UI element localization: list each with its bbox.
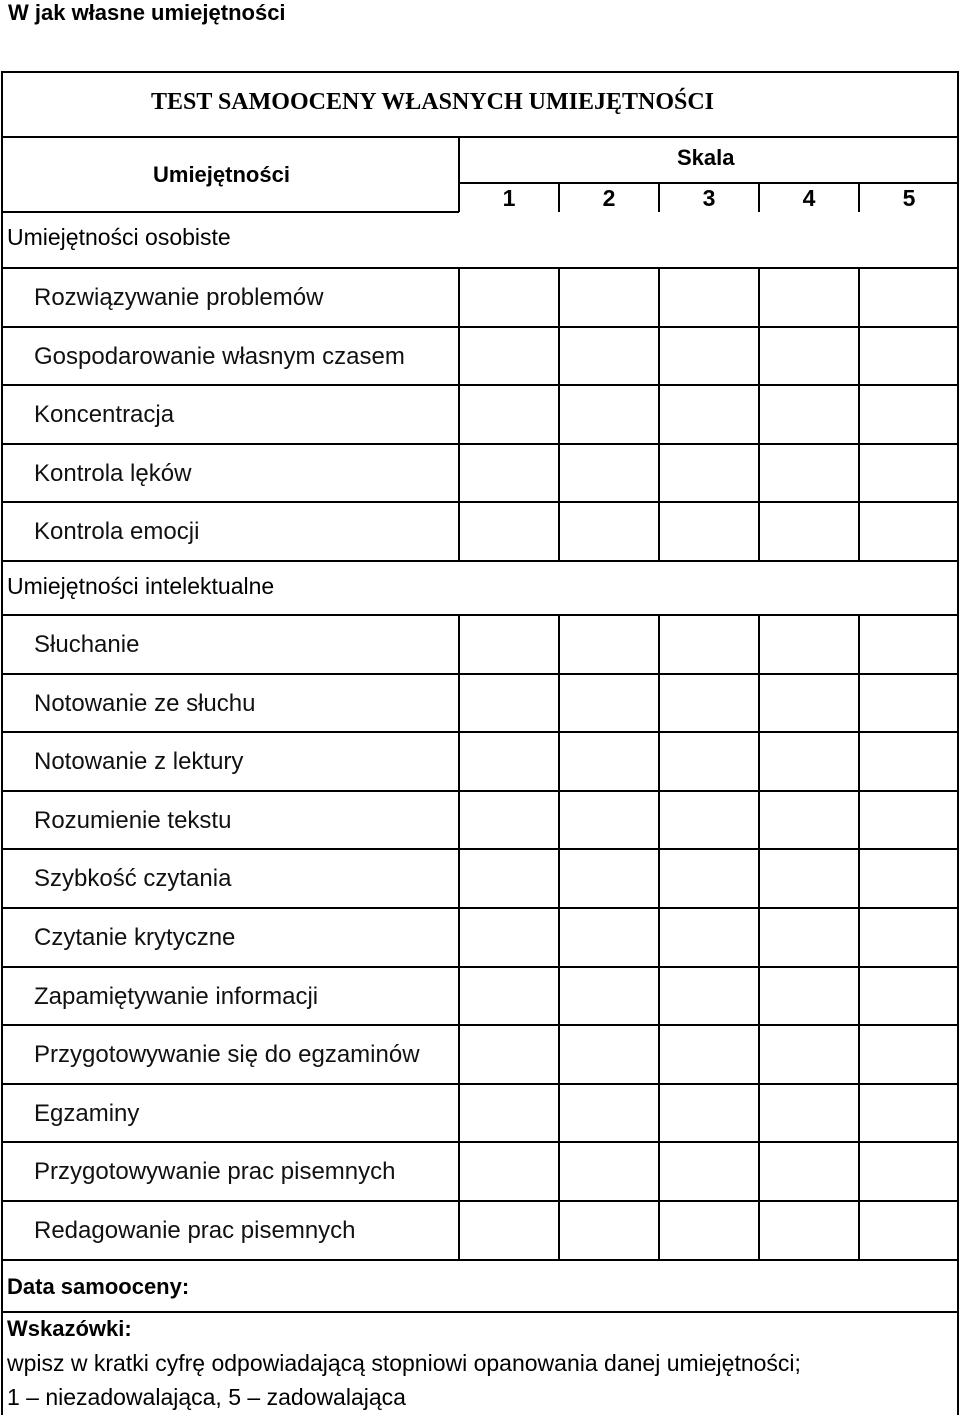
rating-column-divider — [858, 849, 860, 908]
skill-label: Szybkość czytania — [34, 865, 232, 893]
rating-cell-2[interactable] — [559, 268, 659, 327]
rating-column-divider — [658, 327, 660, 386]
rating-cell-3[interactable] — [659, 385, 759, 444]
rating-column-divider — [858, 268, 860, 327]
rating-cell-3[interactable] — [659, 444, 759, 503]
rating-cell-1[interactable] — [459, 791, 559, 850]
rating-column-divider — [758, 791, 760, 850]
rating-column-divider — [658, 268, 660, 327]
rating-cell-4[interactable] — [759, 908, 859, 967]
rating-column-divider — [758, 967, 760, 1026]
rating-column-divider — [458, 327, 460, 386]
rating-column-divider — [758, 444, 760, 503]
rating-cell-4[interactable] — [759, 1201, 859, 1260]
rating-column-divider — [658, 1142, 660, 1201]
page-heading: W jak własne umiejętności — [8, 0, 286, 25]
rating-column-divider — [658, 1025, 660, 1084]
skill-label: Rozumienie tekstu — [34, 806, 232, 834]
rating-cell-3[interactable] — [659, 1025, 759, 1084]
rating-cell-3[interactable] — [659, 849, 759, 908]
rating-cell-5[interactable] — [859, 908, 959, 967]
rating-cell-1[interactable] — [459, 444, 559, 503]
rating-cell-2[interactable] — [559, 732, 659, 791]
rating-cell-1[interactable] — [459, 1084, 559, 1143]
scale-value-4: 4 — [802, 185, 816, 211]
rating-column-divider — [558, 1201, 560, 1260]
rating-column-divider — [658, 967, 660, 1026]
rating-column-divider — [858, 1201, 860, 1260]
rating-column-divider — [858, 1142, 860, 1201]
skill-label: Koncentracja — [34, 401, 175, 429]
rating-cell-2[interactable] — [559, 908, 659, 967]
rating-cell-3[interactable] — [659, 1084, 759, 1143]
rating-column-divider — [558, 444, 560, 503]
rating-cell-5[interactable] — [859, 444, 959, 503]
rating-cell-5[interactable] — [859, 502, 959, 561]
rating-cell-1[interactable] — [459, 674, 559, 733]
rating-column-divider — [858, 1025, 860, 1084]
rating-cell-4[interactable] — [759, 967, 859, 1026]
scale-value-1: 1 — [502, 185, 516, 211]
rating-cell-5[interactable] — [859, 1201, 959, 1260]
rating-column-divider — [558, 849, 560, 908]
rating-column-divider — [558, 615, 560, 674]
self-assessment-form — [1, 71, 959, 1415]
rating-column-divider — [758, 1142, 760, 1201]
rating-cell-2[interactable] — [559, 385, 659, 444]
rating-column-divider — [758, 1084, 760, 1143]
rating-cell-4[interactable] — [759, 732, 859, 791]
rating-cell-2[interactable] — [559, 967, 659, 1026]
rating-column-divider — [458, 615, 460, 674]
rating-column-divider — [658, 791, 660, 850]
rating-column-divider — [558, 268, 560, 327]
rating-column-divider — [658, 502, 660, 561]
skill-label: Notowanie ze słuchu — [34, 689, 256, 717]
rating-column-divider — [558, 385, 560, 444]
scale-header-divider — [459, 182, 957, 184]
rating-column-divider — [758, 849, 760, 908]
rating-column-divider — [458, 268, 460, 327]
rating-cell-3[interactable] — [659, 791, 759, 850]
rating-cell-4[interactable] — [759, 1025, 859, 1084]
rating-cell-1[interactable] — [459, 385, 559, 444]
form-title: TEST SAMOOCENY WŁASNYCH UMIEJĘTNOŚCI — [151, 89, 715, 115]
rating-column-divider — [858, 615, 860, 674]
rating-column-divider — [458, 967, 460, 1026]
rating-cell-4[interactable] — [759, 1142, 859, 1201]
rating-cell-2[interactable] — [559, 674, 659, 733]
skill-label: Zapamiętywanie informacji — [34, 982, 319, 1010]
rating-cell-4[interactable] — [759, 615, 859, 674]
rating-cell-4[interactable] — [759, 268, 859, 327]
rating-column-divider — [458, 791, 460, 850]
rating-cell-5[interactable] — [859, 967, 959, 1026]
rating-cell-5[interactable] — [859, 385, 959, 444]
rating-cell-3[interactable] — [659, 502, 759, 561]
rating-column-divider — [558, 674, 560, 733]
rating-column-divider — [558, 791, 560, 850]
rating-cell-3[interactable] — [659, 908, 759, 967]
date-row-divider — [3, 1311, 957, 1313]
rating-cell-2[interactable] — [559, 327, 659, 386]
rating-cell-5[interactable] — [859, 1142, 959, 1201]
rating-column-divider — [558, 1084, 560, 1143]
rating-cell-1[interactable] — [459, 327, 559, 386]
skill-label: Czytanie krytyczne — [34, 924, 236, 951]
rating-column-divider — [758, 268, 760, 327]
skills-column-header: Umiejętności — [153, 162, 290, 187]
rating-cell-1[interactable] — [459, 1142, 559, 1201]
rating-cell-3[interactable] — [659, 1142, 759, 1201]
rating-column-divider — [658, 674, 660, 733]
rating-cell-1[interactable] — [459, 732, 559, 791]
rating-cell-1[interactable] — [459, 908, 559, 967]
hints-line-1: wpisz w kratki cyfrę odpowiadającą stopniowi opanowania danej umiejętności; — [7, 1349, 801, 1376]
rating-column-divider — [458, 1084, 460, 1143]
rating-cell-4[interactable] — [759, 674, 859, 733]
rating-cell-2[interactable] — [559, 615, 659, 674]
rating-column-divider — [758, 732, 760, 791]
rating-column-divider — [858, 1084, 860, 1143]
rating-cell-2[interactable] — [559, 1025, 659, 1084]
rating-column-divider — [458, 732, 460, 791]
rating-cell-1[interactable] — [459, 1201, 559, 1260]
rating-cell-2[interactable] — [559, 1201, 659, 1260]
skill-label: Kontrola lęków — [34, 459, 192, 487]
skill-label: Przygotowywanie się do egzaminów — [34, 1041, 420, 1069]
rating-cell-2[interactable] — [559, 1084, 659, 1143]
scale-value-2: 2 — [602, 185, 616, 211]
rating-cell-5[interactable] — [859, 849, 959, 908]
rating-column-divider — [858, 385, 860, 444]
scale-value-5: 5 — [902, 185, 916, 211]
rating-cell-5[interactable] — [859, 674, 959, 733]
rating-cell-1[interactable] — [459, 849, 559, 908]
rating-column-divider — [558, 732, 560, 791]
rating-column-divider — [658, 615, 660, 674]
date-label: Data samooceny: — [7, 1273, 190, 1299]
rating-column-divider — [458, 674, 460, 733]
rating-cell-5[interactable] — [859, 791, 959, 850]
row-divider — [3, 560, 957, 562]
rating-column-divider — [458, 1025, 460, 1084]
rating-column-divider — [858, 674, 860, 733]
rating-cell-4[interactable] — [759, 791, 859, 850]
rating-cell-1[interactable] — [459, 1025, 559, 1084]
rating-column-divider — [658, 444, 660, 503]
rating-cell-3[interactable] — [659, 1201, 759, 1260]
rating-column-divider — [658, 1084, 660, 1143]
rating-column-divider — [458, 1142, 460, 1201]
rating-cell-2[interactable] — [559, 1142, 659, 1201]
rating-column-divider — [658, 908, 660, 967]
rating-column-divider — [458, 385, 460, 444]
rating-column-divider — [858, 444, 860, 503]
section-title: Umiejętności osobiste — [7, 224, 231, 250]
rating-cell-2[interactable] — [559, 849, 659, 908]
skill-label: Egzaminy — [34, 1099, 140, 1127]
rating-column-divider — [758, 615, 760, 674]
rating-column-divider — [558, 908, 560, 967]
skill-label: Kontrola emocji — [34, 518, 200, 546]
rating-cell-4[interactable] — [759, 444, 859, 503]
rating-cell-2[interactable] — [559, 791, 659, 850]
title-divider — [3, 136, 957, 138]
skill-label: Słuchanie — [34, 631, 140, 658]
rating-cell-5[interactable] — [859, 1025, 959, 1084]
rating-cell-5[interactable] — [859, 268, 959, 327]
rating-column-divider — [558, 1025, 560, 1084]
skill-label: Przygotowywanie prac pisemnych — [34, 1158, 396, 1186]
skill-label: Notowanie z lektury — [34, 748, 244, 776]
section-title: Umiejętności intelektualne — [7, 573, 275, 599]
rating-column-divider — [758, 385, 760, 444]
rating-column-divider — [558, 502, 560, 561]
rating-cell-3[interactable] — [659, 674, 759, 733]
rating-column-divider — [558, 1142, 560, 1201]
rating-cell-4[interactable] — [759, 502, 859, 561]
rating-cell-3[interactable] — [659, 327, 759, 386]
rating-column-divider — [658, 1201, 660, 1260]
rating-column-divider — [758, 1025, 760, 1084]
rating-cell-3[interactable] — [659, 615, 759, 674]
rating-cell-1[interactable] — [459, 967, 559, 1026]
rating-column-divider — [558, 327, 560, 386]
rating-cell-5[interactable] — [859, 615, 959, 674]
rating-column-divider — [658, 385, 660, 444]
rating-column-divider — [758, 908, 760, 967]
hints-label: Wskazówki: — [7, 1315, 132, 1341]
rating-cell-5[interactable] — [859, 732, 959, 791]
rating-cell-3[interactable] — [659, 732, 759, 791]
rating-cell-1[interactable] — [459, 268, 559, 327]
header-bottom-divider — [3, 211, 459, 213]
rating-cell-3[interactable] — [659, 268, 759, 327]
rating-cell-5[interactable] — [859, 327, 959, 386]
rating-cell-4[interactable] — [759, 385, 859, 444]
rating-column-divider — [458, 444, 460, 503]
rating-column-divider — [658, 849, 660, 908]
rating-column-divider — [858, 791, 860, 850]
rating-column-divider — [458, 849, 460, 908]
rating-column-divider — [758, 674, 760, 733]
rating-column-divider — [758, 327, 760, 386]
rating-cell-2[interactable] — [559, 444, 659, 503]
rating-column-divider — [858, 732, 860, 791]
rating-cell-5[interactable] — [859, 1084, 959, 1143]
rating-cell-4[interactable] — [759, 849, 859, 908]
scale-column-header: Skala — [677, 145, 735, 170]
scale-value-3: 3 — [702, 185, 716, 211]
rating-cell-1[interactable] — [459, 502, 559, 561]
rating-column-divider — [458, 502, 460, 561]
skill-label: Gospodarowanie własnym czasem — [34, 342, 405, 370]
skill-label: Redagowanie prac pisemnych — [34, 1217, 356, 1244]
rating-column-divider — [458, 1201, 460, 1260]
rating-column-divider — [558, 967, 560, 1026]
rating-column-divider — [758, 1201, 760, 1260]
rating-column-divider — [658, 732, 660, 791]
rating-column-divider — [858, 327, 860, 386]
rating-cell-4[interactable] — [759, 327, 859, 386]
rating-column-divider — [858, 502, 860, 561]
rating-cell-3[interactable] — [659, 967, 759, 1026]
rating-cell-4[interactable] — [759, 1084, 859, 1143]
skill-label: Rozwiązywanie problemów — [34, 284, 324, 311]
rating-column-divider — [858, 908, 860, 967]
rating-column-divider — [458, 908, 460, 967]
rating-column-divider — [858, 967, 860, 1026]
hints-line-2: 1 – niezadowalająca, 5 – zadowalająca — [7, 1383, 406, 1410]
rating-cell-1[interactable] — [459, 615, 559, 674]
rating-column-divider — [758, 502, 760, 561]
rating-cell-2[interactable] — [559, 502, 659, 561]
date-field[interactable] — [233, 1260, 957, 1312]
